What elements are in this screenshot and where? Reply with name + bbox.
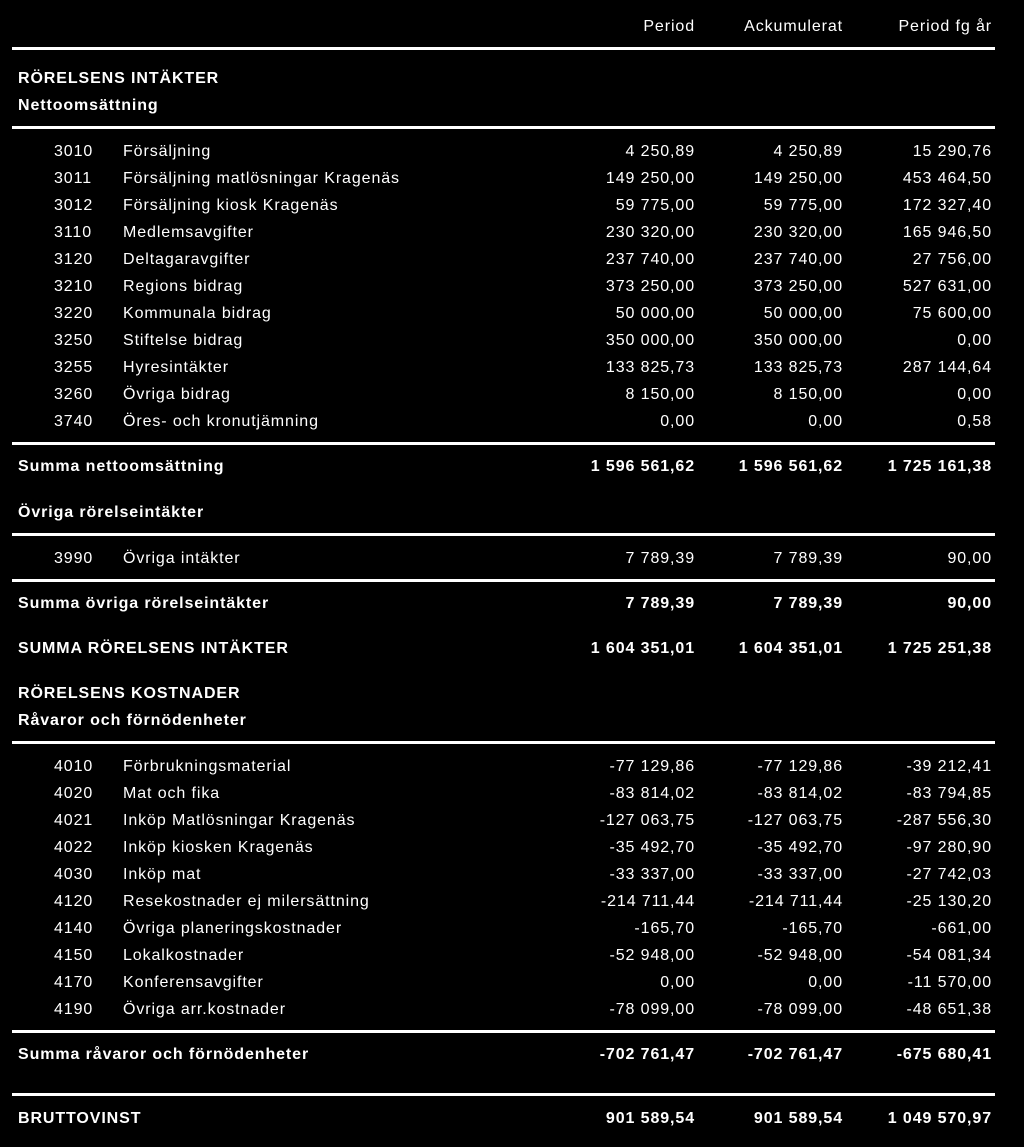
table-row xyxy=(0,141,1024,163)
sum-period-fg: 90,00 xyxy=(947,595,992,612)
account-name: Försäljning xyxy=(123,143,212,160)
value-period: -35 492,70 xyxy=(609,839,695,856)
value-ackumulerat: 230 320,00 xyxy=(753,224,843,241)
value-ackumulerat: -52 948,00 xyxy=(757,947,843,964)
value-ackumulerat: 50 000,00 xyxy=(763,305,843,322)
divider xyxy=(12,442,995,445)
value-ackumulerat: -83 814,02 xyxy=(757,785,843,802)
value-period: -165,70 xyxy=(634,920,695,937)
table-row xyxy=(0,195,1024,217)
divider xyxy=(12,533,995,536)
table-row xyxy=(0,222,1024,244)
value-ackumulerat: 373 250,00 xyxy=(753,278,843,295)
account-name: Regions bidrag xyxy=(123,278,244,295)
sum-period: 1 596 561,62 xyxy=(590,458,695,475)
account-number: 3250 xyxy=(54,332,94,349)
table-row xyxy=(0,918,1024,940)
value-period-fg: 75 600,00 xyxy=(912,305,992,322)
value-ackumulerat: 237 740,00 xyxy=(753,251,843,268)
table-row xyxy=(0,411,1024,433)
value-period-fg: -54 081,34 xyxy=(906,947,992,964)
account-number: 3255 xyxy=(54,359,94,376)
sum-label: Summa nettoomsättning xyxy=(18,458,225,475)
col-ackumulerat: Ackumulerat xyxy=(744,18,843,35)
table-row xyxy=(0,756,1024,778)
sum-period-fg: -675 680,41 xyxy=(896,1046,992,1063)
sum-label: SUMMA RÖRELSENS INTÄKTER xyxy=(18,640,289,657)
sum-row-ravaror xyxy=(0,1044,1024,1066)
value-period-fg: -97 280,90 xyxy=(906,839,992,856)
account-number: 3220 xyxy=(54,305,94,322)
table-row xyxy=(0,837,1024,859)
value-ackumulerat: 8 150,00 xyxy=(773,386,843,403)
value-period: -127 063,75 xyxy=(599,812,695,829)
col-period: Period xyxy=(643,18,695,35)
account-name: Försäljning matlösningar Kragenäs xyxy=(123,170,400,187)
table-row xyxy=(0,384,1024,406)
account-name: Stiftelse bidrag xyxy=(123,332,244,349)
account-name: Konferensavgifter xyxy=(123,974,264,991)
sum-period: 7 789,39 xyxy=(625,595,695,612)
account-number: 3740 xyxy=(54,413,94,430)
value-period: 0,00 xyxy=(660,413,695,430)
sum-period: 1 604 351,01 xyxy=(590,640,695,657)
account-number: 3210 xyxy=(54,278,94,295)
table-row xyxy=(0,357,1024,379)
value-period-fg: 90,00 xyxy=(947,550,992,567)
account-name: Hyresintäkter xyxy=(123,359,229,376)
account-name: Övriga planeringskostnader xyxy=(123,920,343,937)
account-name: Öres- och kronutjämning xyxy=(123,413,319,430)
account-name: Övriga arr.kostnader xyxy=(123,1001,286,1018)
divider xyxy=(12,126,995,129)
account-number: 4030 xyxy=(54,866,94,883)
subsection-nettoomsattning: Nettoomsättning xyxy=(18,97,159,114)
value-period: 8 150,00 xyxy=(625,386,695,403)
value-period-fg: -39 212,41 xyxy=(906,758,992,775)
value-ackumulerat: -77 129,86 xyxy=(757,758,843,775)
divider xyxy=(12,47,995,50)
value-period-fg: -48 651,38 xyxy=(906,1001,992,1018)
value-period-fg: -25 130,20 xyxy=(906,893,992,910)
value-period: -78 099,00 xyxy=(609,1001,695,1018)
value-period: 350 000,00 xyxy=(605,332,695,349)
value-ackumulerat: 7 789,39 xyxy=(773,550,843,567)
sum-row-ovriga xyxy=(0,593,1024,615)
value-ackumulerat: 0,00 xyxy=(808,413,843,430)
value-period-fg: -661,00 xyxy=(931,920,992,937)
table-row xyxy=(0,891,1024,913)
sum-label: Summa övriga rörelseintäkter xyxy=(18,595,270,612)
table-row xyxy=(0,810,1024,832)
sum-row-bruttovinst xyxy=(0,1108,1024,1130)
account-name: Försäljning kiosk Kragenäs xyxy=(123,197,339,214)
account-number: 4022 xyxy=(54,839,94,856)
value-period-fg: 527 631,00 xyxy=(902,278,992,295)
value-ackumulerat: 59 775,00 xyxy=(763,197,843,214)
value-period: 373 250,00 xyxy=(605,278,695,295)
value-period: 133 825,73 xyxy=(605,359,695,376)
sum-row-nettoomsattning xyxy=(0,456,1024,478)
account-number: 4150 xyxy=(54,947,94,964)
sum-label: Summa råvaror och förnödenheter xyxy=(18,1046,310,1063)
value-ackumulerat: 0,00 xyxy=(808,974,843,991)
account-name: Övriga bidrag xyxy=(123,386,231,403)
value-period: 149 250,00 xyxy=(605,170,695,187)
value-period: -214 711,44 xyxy=(600,893,695,910)
value-period-fg: 27 756,00 xyxy=(912,251,992,268)
sum-ackumulerat: 7 789,39 xyxy=(773,595,843,612)
value-ackumulerat: -165,70 xyxy=(782,920,843,937)
value-period-fg: -11 570,00 xyxy=(907,974,992,991)
value-period: 4 250,89 xyxy=(625,143,695,160)
sum-period-fg: 1 725 161,38 xyxy=(887,458,992,475)
value-ackumulerat: 133 825,73 xyxy=(753,359,843,376)
sum-label: BRUTTOVINST xyxy=(18,1110,142,1127)
value-period-fg: 0,58 xyxy=(957,413,992,430)
value-period-fg: 0,00 xyxy=(957,332,992,349)
account-number: 4170 xyxy=(54,974,94,991)
divider xyxy=(12,1030,995,1033)
value-period: 50 000,00 xyxy=(615,305,695,322)
account-number: 4021 xyxy=(54,812,94,829)
value-ackumulerat: -35 492,70 xyxy=(757,839,843,856)
account-name: Medlemsavgifter xyxy=(123,224,254,241)
value-ackumulerat: 149 250,00 xyxy=(753,170,843,187)
table-row xyxy=(0,548,1024,570)
account-name: Övriga intäkter xyxy=(123,550,241,567)
value-period: -52 948,00 xyxy=(609,947,695,964)
account-number: 3010 xyxy=(54,143,94,160)
sum-ackumulerat: -702 761,47 xyxy=(747,1046,843,1063)
table-row xyxy=(0,972,1024,994)
col-period-fg-ar: Period fg år xyxy=(898,18,992,35)
value-ackumulerat: -127 063,75 xyxy=(747,812,843,829)
value-ackumulerat: 4 250,89 xyxy=(773,143,843,160)
account-name: Lokalkostnader xyxy=(123,947,245,964)
divider xyxy=(12,1093,995,1096)
account-number: 3110 xyxy=(54,224,93,241)
account-number: 3990 xyxy=(54,550,94,567)
table-row xyxy=(0,945,1024,967)
account-number: 4190 xyxy=(54,1001,94,1018)
table-row xyxy=(0,249,1024,271)
account-number: 3260 xyxy=(54,386,94,403)
section-heading-intakter: RÖRELSENS INTÄKTER xyxy=(18,70,220,87)
subsection-ovriga: Övriga rörelseintäkter xyxy=(18,504,205,521)
value-period: 237 740,00 xyxy=(605,251,695,268)
sum-ackumulerat: 1 604 351,01 xyxy=(738,640,843,657)
value-period-fg: -83 794,85 xyxy=(906,785,992,802)
table-row xyxy=(0,168,1024,190)
account-name: Förbrukningsmaterial xyxy=(123,758,292,775)
sum-period: 901 589,54 xyxy=(605,1110,695,1127)
value-period-fg: 172 327,40 xyxy=(902,197,992,214)
table-row xyxy=(0,999,1024,1021)
value-period-fg: 287 144,64 xyxy=(902,359,992,376)
account-number: 3011 xyxy=(54,170,93,187)
account-name: Inköp kiosken Kragenäs xyxy=(123,839,314,856)
account-name: Kommunala bidrag xyxy=(123,305,272,322)
value-ackumulerat: -33 337,00 xyxy=(757,866,843,883)
account-number: 3120 xyxy=(54,251,94,268)
sum-period-fg: 1 725 251,38 xyxy=(887,640,992,657)
sum-ackumulerat: 901 589,54 xyxy=(753,1110,843,1127)
value-period: -77 129,86 xyxy=(609,758,695,775)
account-name: Deltagaravgifter xyxy=(123,251,251,268)
table-row xyxy=(0,276,1024,298)
divider xyxy=(12,579,995,582)
value-period-fg: 165 946,50 xyxy=(902,224,992,241)
section-heading-kostnader: RÖRELSENS KOSTNADER xyxy=(18,685,241,702)
sum-period-fg: 1 049 570,97 xyxy=(887,1110,992,1127)
value-period: -33 337,00 xyxy=(609,866,695,883)
account-name: Resekostnader ej milersättning xyxy=(123,893,370,910)
divider xyxy=(12,741,995,744)
value-ackumulerat: 350 000,00 xyxy=(753,332,843,349)
table-row xyxy=(0,330,1024,352)
account-number: 4010 xyxy=(54,758,94,775)
subsection-ravaror: Råvaror och förnödenheter xyxy=(18,712,247,729)
account-name: Mat och fika xyxy=(123,785,221,802)
column-header xyxy=(0,18,1024,40)
value-period-fg: -287 556,30 xyxy=(896,812,992,829)
account-number: 4140 xyxy=(54,920,94,937)
value-period: 7 789,39 xyxy=(625,550,695,567)
value-ackumulerat: -214 711,44 xyxy=(748,893,843,910)
value-period: -83 814,02 xyxy=(609,785,695,802)
table-row xyxy=(0,783,1024,805)
account-number: 4120 xyxy=(54,893,94,910)
value-period-fg: 15 290,76 xyxy=(912,143,992,160)
value-ackumulerat: -78 099,00 xyxy=(757,1001,843,1018)
account-name: Inköp Matlösningar Kragenäs xyxy=(123,812,356,829)
table-row xyxy=(0,864,1024,886)
account-number: 4020 xyxy=(54,785,94,802)
account-number: 3012 xyxy=(54,197,94,214)
value-period-fg: 453 464,50 xyxy=(902,170,992,187)
account-name: Inköp mat xyxy=(123,866,202,883)
value-period-fg: -27 742,03 xyxy=(906,866,992,883)
sum-period: -702 761,47 xyxy=(599,1046,695,1063)
value-period: 0,00 xyxy=(660,974,695,991)
value-period: 230 320,00 xyxy=(605,224,695,241)
value-period: 59 775,00 xyxy=(615,197,695,214)
sum-row-rorelsens-intakter xyxy=(0,638,1024,660)
table-row xyxy=(0,303,1024,325)
sum-ackumulerat: 1 596 561,62 xyxy=(738,458,843,475)
value-period-fg: 0,00 xyxy=(957,386,992,403)
